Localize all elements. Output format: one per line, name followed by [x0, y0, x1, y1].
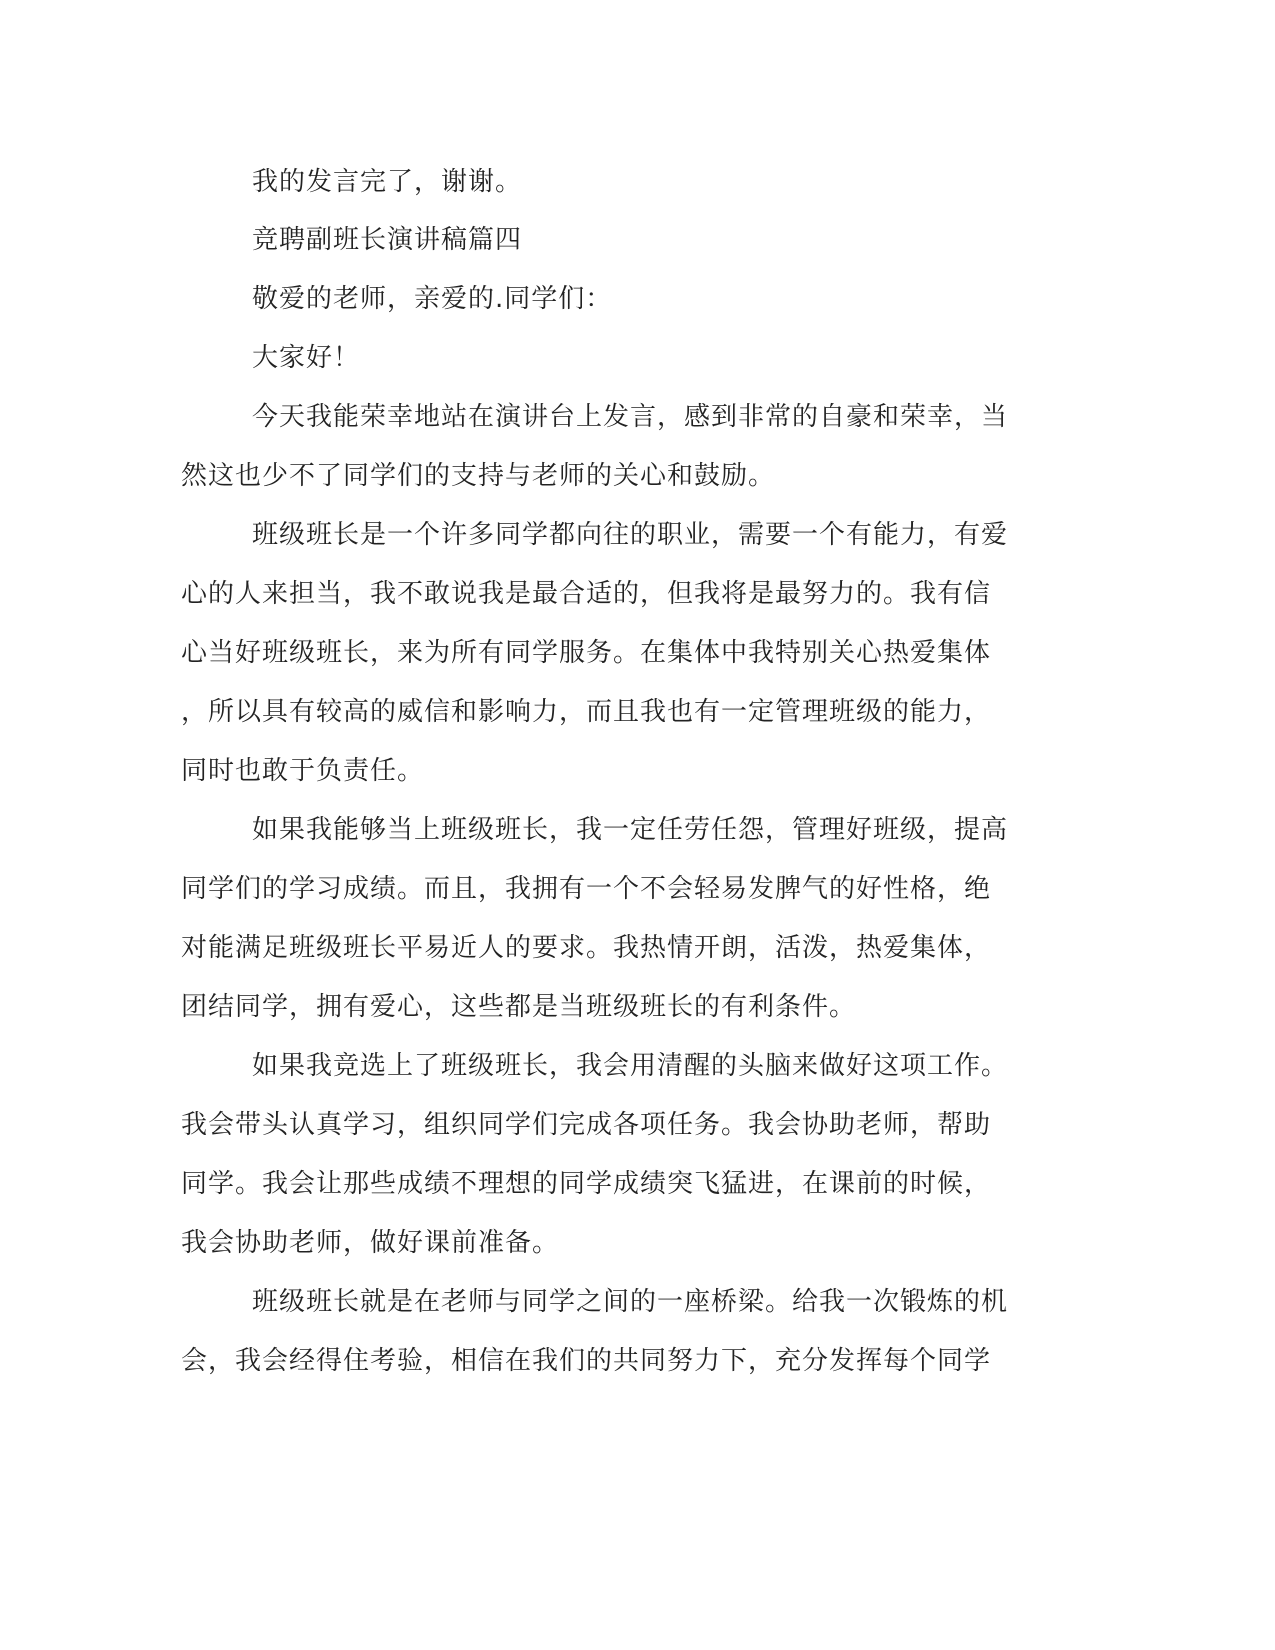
- paragraph-2-line-2: 心的人来担当，我不敢说我是最合适的，但我将是最努力的。我有信: [181, 579, 992, 609]
- paragraph-3-line-1: 如果我能够当上班级班长，我一定任劳任怨，管理好班级，提高: [252, 815, 1009, 845]
- paragraph-2-line-3: 心当好班级班长，来为所有同学服务。在集体中我特别关心热爱集体: [181, 638, 992, 668]
- paragraph-5-line-1: 班级班长就是在老师与同学之间的一座桥梁。给我一次锻炼的机: [252, 1287, 1009, 1317]
- paragraph-4-line-4: 我会协助老师，做好课前准备。: [181, 1228, 560, 1258]
- paragraph-3-line-3: 对能满足班级班长平易近人的要求。我热情开朗，活泼，热爱集体，: [181, 933, 992, 963]
- text-line: 我的发言完了，谢谢。: [252, 167, 523, 197]
- paragraph-4-line-2: 我会带头认真学习，组织同学们完成各项任务。我会协助老师，帮助: [181, 1110, 992, 1140]
- paragraph-5-line-2: 会，我会经得住考验，相信在我们的共同努力下，充分发挥每个同学: [181, 1346, 992, 1376]
- paragraph-2-line-4: ，所以具有较高的威信和影响力，而且我也有一定管理班级的能力，: [181, 697, 992, 727]
- paragraph-2-line-1: 班级班长是一个许多同学都向往的职业，需要一个有能力，有爱: [252, 520, 1009, 550]
- paragraph-3-line-2: 同学们的学习成绩。而且，我拥有一个不会轻易发脾气的好性格，绝: [181, 874, 992, 904]
- paragraph-3-line-4: 团结同学，拥有爱心，这些都是当班级班长的有利条件。: [181, 992, 857, 1022]
- paragraph-1-line-2: 然这也少不了同学们的支持与老师的关心和鼓励。: [181, 461, 776, 491]
- section-heading: 竞聘副班长演讲稿篇四: [252, 225, 523, 255]
- salutation: 敬爱的老师，亲爱的.同学们：: [252, 284, 613, 314]
- paragraph-1-line-1: 今天我能荣幸地站在演讲台上发言，感到非常的自豪和荣幸，当: [252, 402, 1009, 432]
- paragraph-4-line-1: 如果我竞选上了班级班长，我会用清醒的头脑来做好这项工作。: [252, 1051, 1009, 1081]
- greeting: 大家好！: [252, 343, 361, 373]
- paragraph-2-line-5: 同时也敢于负责任。: [181, 756, 425, 786]
- paragraph-4-line-3: 同学。我会让那些成绩不理想的同学成绩突飞猛进，在课前的时候，: [181, 1169, 992, 1199]
